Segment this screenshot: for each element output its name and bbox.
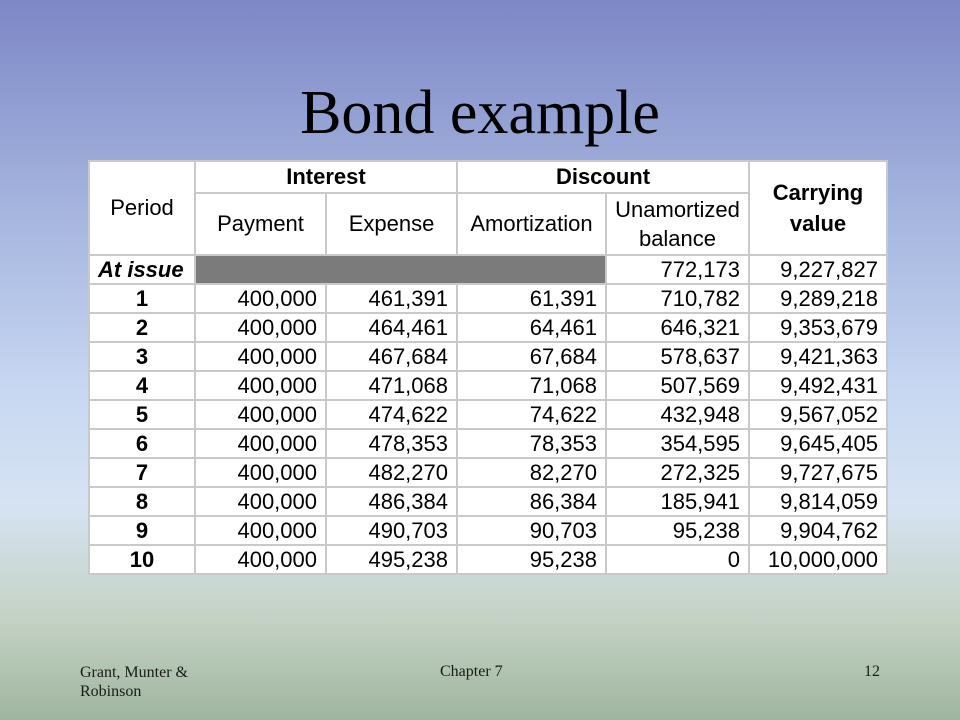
- cell-unamortized: 772,173: [606, 255, 749, 284]
- cell-period: At issue: [89, 255, 195, 284]
- header-period: Period: [89, 161, 195, 255]
- header-unamortized-line2: balance: [638, 226, 717, 251]
- cell-payment: 400,000: [195, 545, 326, 574]
- cell-amortization: 67,684: [457, 342, 606, 371]
- cell-payment: 400,000: [195, 313, 326, 342]
- cell-carrying: 9,492,431: [749, 371, 887, 400]
- cell-expense: 486,384: [326, 487, 457, 516]
- cell-expense: 461,391: [326, 284, 457, 313]
- table-row: [89, 371, 887, 400]
- footer-page-number: 12: [864, 663, 880, 680]
- cell-expense: 490,703: [326, 516, 457, 545]
- cell-payment: 400,000: [195, 516, 326, 545]
- cell-unamortized: 432,948: [606, 400, 749, 429]
- cell-unamortized: 354,595: [606, 429, 749, 458]
- header-interest: Interest: [195, 161, 457, 193]
- cell-amortization: 82,270: [457, 458, 606, 487]
- cell-carrying: 9,353,679: [749, 313, 887, 342]
- cell-unamortized: 95,238: [606, 516, 749, 545]
- cell-unamortized: 710,782: [606, 284, 749, 313]
- table-row: [89, 458, 887, 487]
- table-row: [89, 284, 887, 313]
- cell-payment: 400,000: [195, 400, 326, 429]
- cell-expense: 482,270: [326, 458, 457, 487]
- cell-carrying: 9,227,827: [749, 255, 887, 284]
- cell-carrying: 9,645,405: [749, 429, 887, 458]
- cell-period: 1: [89, 284, 195, 313]
- header-unamortized-line1: Unamortized: [615, 197, 740, 222]
- cell-amortization: 64,461: [457, 313, 606, 342]
- cell-expense: 478,353: [326, 429, 457, 458]
- table-row: [89, 429, 887, 458]
- cell-period: 9: [89, 516, 195, 545]
- cell-amortization: 61,391: [457, 284, 606, 313]
- header-payment: Payment: [195, 193, 326, 255]
- table-row: [89, 400, 887, 429]
- table-row-at-issue: [89, 255, 887, 284]
- table-row: [89, 313, 887, 342]
- footer-chapter: Chapter 7: [440, 663, 503, 680]
- cell-payment: 400,000: [195, 429, 326, 458]
- cell-amortization: 95,238: [457, 545, 606, 574]
- cell-period: 2: [89, 313, 195, 342]
- footer-authors: Grant, Munter & Robinson: [80, 664, 188, 700]
- table-row: [89, 487, 887, 516]
- cell-amortization: 74,622: [457, 400, 606, 429]
- bond-table: [88, 160, 888, 575]
- cell-period: 7: [89, 458, 195, 487]
- cell-expense: 495,238: [326, 545, 457, 574]
- cell-expense: 467,684: [326, 342, 457, 371]
- cell-carrying: 9,567,052: [749, 400, 887, 429]
- cell-expense: 471,068: [326, 371, 457, 400]
- cell-unamortized: 646,321: [606, 313, 749, 342]
- cell-unamortized: 507,569: [606, 371, 749, 400]
- cell-period: 4: [89, 371, 195, 400]
- table-row: [89, 342, 887, 371]
- cell-expense: 474,622: [326, 400, 457, 429]
- cell-payment: 400,000: [195, 342, 326, 371]
- header-unamortized-balance: [606, 193, 749, 255]
- cell-carrying: 10,000,000: [749, 545, 887, 574]
- cell-period: 3: [89, 342, 195, 371]
- cell-amortization: 71,068: [457, 371, 606, 400]
- slide-title: Bond example: [300, 79, 660, 147]
- cell-amortization: 90,703: [457, 516, 606, 545]
- cell-carrying: 9,904,762: [749, 516, 887, 545]
- cell-period: 10: [89, 545, 195, 574]
- header-expense: Expense: [326, 193, 457, 255]
- header-carrying-line2: value: [789, 211, 847, 236]
- cell-amortization: 78,353: [457, 429, 606, 458]
- cell-payment: 400,000: [195, 284, 326, 313]
- cell-payment: 400,000: [195, 487, 326, 516]
- cell-payment: 400,000: [195, 458, 326, 487]
- header-carrying-value: [749, 161, 887, 255]
- header-amortization: Amortization: [457, 193, 606, 255]
- cell-carrying: 9,289,218: [749, 284, 887, 313]
- cell-period: 6: [89, 429, 195, 458]
- cell-period: 8: [89, 487, 195, 516]
- cell-carrying: 9,421,363: [749, 342, 887, 371]
- cell-unamortized: 0: [606, 545, 749, 574]
- cell-carrying: 9,814,059: [749, 487, 887, 516]
- header-carrying-line1: Carrying: [772, 180, 864, 205]
- cell-unamortized: 272,325: [606, 458, 749, 487]
- cell-payment: 400,000: [195, 371, 326, 400]
- cell-amortization: 86,384: [457, 487, 606, 516]
- cell-period: 5: [89, 400, 195, 429]
- cell-shaded-blank: [195, 255, 606, 284]
- cell-carrying: 9,727,675: [749, 458, 887, 487]
- cell-unamortized: 578,637: [606, 342, 749, 371]
- cell-expense: 464,461: [326, 313, 457, 342]
- table-row: [89, 516, 887, 545]
- header-discount: Discount: [457, 161, 749, 193]
- table-row: [89, 545, 887, 574]
- cell-unamortized: 185,941: [606, 487, 749, 516]
